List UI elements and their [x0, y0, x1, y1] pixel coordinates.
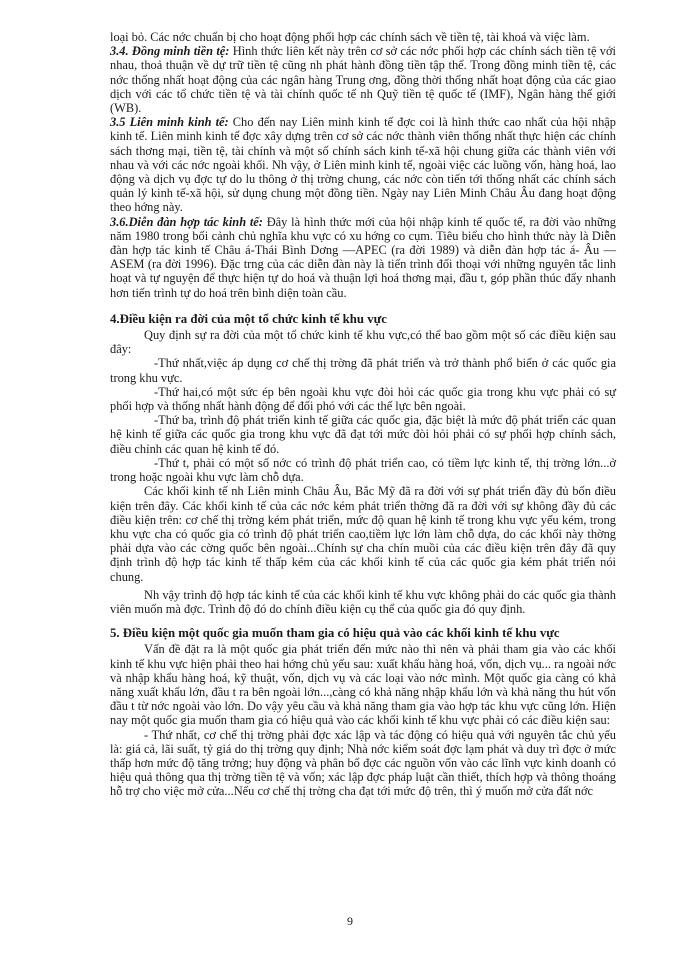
condition-2: -Thứ hai,có một sức ép bên ngoài khu vực đòi hỏi các quốc gia trong khu vực phải có sự phối hợp và thống nhất hành động để đối phó với các thế lực bên ngoài.: [110, 384, 616, 414]
subheading-3-4: 3.4. Đồng minh tiền tệ:: [110, 44, 230, 59]
subheading-3-5: 3.5 Liên minh kinh tế:: [110, 115, 229, 130]
section-5-title: 5. Điều kiện một quốc gia muốn tham gia có hiệu quả vào các khối kinh tế khu vực: [110, 626, 560, 641]
section-5-condition-1: - Thứ nhất, cơ chế thị trờng phải đợc xác lập và tác động có hiệu quả với nguyên tắc chủ yếu là: giá cả, lãi suất, tỷ giá do thị trờng quy định; Nhà nớc kiểm soát đợc lạm phát và duy trì đợc ở mức thấp hơn mức độ tăng trởng; huy động và phân bổ đợc các nguồn vốn vào các lĩnh vực kinh doanh có hiệu quả thông qua thị trờng tiền tệ và vốn; xác lập đợc pháp luật cần thiết, thích hợp và thông thoáng hỗ trợ cho việc mở cửa...Nếu cơ chế thị trờng cha đạt tới mức độ trên, thì ý muốn mở cửa đất nớc: [110, 727, 616, 799]
section-5-intro: Vấn đề đặt ra là một quốc gia phát triển đến mức nào thì nên và phải tham gia vào các khối kinh tế khu vực hiện phải theo hai hớng chủ yếu sau: xuất khẩu hàng hoá, vốn, dịch vụ... ra ngoài nớc và nhập khẩu hàng hoá, kỹ thuật, vốn, dịch vụ và các loại vào nớc mình. Một quốc gia càng có khả năng xuất khẩu lớn, đầu t ra bên ngoài lớn...,càng có khả năng nhập khẩu lớn và khả năng thu hút vốn đầu t từ nớc ngoài vào lớn. Do vậy yêu cầu và khả năng tham gia vào hợp tác khu vực cũng lớn. Hiện nay một quốc gia muốn tham gia có hiệu quả vào các khối kinh tế khu vực phải có các điều kiện sau:: [110, 642, 616, 728]
section-4-conclusion: Nh vậy trình độ hợp tác kinh tế của các khối kinh tế khu vực không phải do các quốc gia thành viên muốn mà đợc. Trình độ đó do chính điều kiện cụ thể của quốc gia đó quy định.: [110, 587, 616, 616]
paragraph-3-5: [110, 115, 616, 214]
subheading-3-6: 3.6.Diễn đàn hợp tác kinh tế:: [110, 214, 263, 229]
page-number: 9: [347, 914, 353, 928]
section-4-intro: Quy định sự ra đời của một tổ chức kinh tế khu vực,có thể bao gồm một số các điều kiện sau đây:: [110, 328, 616, 357]
condition-4: -Thứ t, phải có một số nớc có trình độ phát triển cao, có tiềm lực kinh tế, thị trờng lớn...ở trong hoặc ngoài khu vực làm chỗ dựa.: [110, 455, 616, 485]
paragraph-3-4-body: Hình thức liên kết này trên cơ sở các nớc phối hợp các chính sách tiền tệ với nhau, thoả thuận về dự trữ tiền tệ cũng nh phát hành đồng tiền tập thể. Trong đồng minh tiền tệ, các nớc thống nhất hoạt động của các ngân hàng Trung ơng, đồng thời thống nhất hoạt động của các giao dịch với các tổ chức tiền tệ và tài chính quốc tế nh Quỹ tiền tệ quốc tế (IMF), Ngân hàng thế giới (WB).: [110, 44, 616, 116]
paragraph-3-6-body: Đây là hình thức mới của hội nhập kinh tế quốc tế, ra đời vào những năm 1980 trong bối cảnh chủ nghĩa khu vực có xu hớng co cụm. Tiêu biểu cho hình thức này là Diễn đàn hợp tác kinh tế Châu á-Thái Bình Dơng —APEC (ra đời 1989) và diễn đàn hợp tác á- Âu —ASEM (ra đời 1996). Đặc trng của các diễn đàn này là tiến trình đối thoại với những nguyên tắc linh hoạt và tự nguyện để thực hiện tự do hoá và thuận lợi hoá thơng mại, đầu t, góp phần thúc đẩy nhanh hơn tiến trình tự do hoá trên bình diện toàn cầu.: [110, 214, 616, 300]
paragraph-3-5-body: Cho đến nay Liên minh kinh tế đợc coi là hình thức cao nhất của hội nhập kinh tế. Liên minh kinh tế đợc xây dựng trên cơ sở các nớc thành viên thống nhất thực hiện các chính sách thơng mại, tiền tệ, tài chính và một số chính sách kinh tế-xã hội chung giữa các thành viên với nhau và với các nớc ngoài khối. Nh vậy, ở Liên minh kinh tế, ngoài việc các luồng vốn, hàng hoá, lao động và dịch vụ đợc tự do lu thông ở thị trờng chung, các nớc còn tiến tới thống nhất các chính sách quản lý kinh tế-xã hội, sử dụng chung một đồng tiền. Ngày nay Liên Minh Châu Âu đang hoạt động theo hớng này.: [110, 115, 616, 215]
section-4-analysis: Các khối kinh tế nh Liên minh Châu Âu, Bắc Mỹ đã ra đời với sự phát triển đầy đủ bốn điều kiện trên đây. Các khối kinh tế của các nớc kém phát triển thờng đã ra đời với sự không đầy đủ các điều kiện trên: cơ chế thị trờng kém phát triển, mức độ quan hệ kinh tế trong khu vực yếu kém, trong khu vực cha có quốc gia có trình độ phát triển cao,tiềm lực lớn làm chỗ dựa, do các khối này thờng phải dựa vào các cờng quốc bên ngoài...Chính sự cha chín muồi của các điều kiện trên đây đã quy định trình độ hợp tác kinh tế thấp kém của các khối kinh tế của các quốc gia kém phát triển nói chung.: [110, 484, 616, 584]
paragraph-continued: loại bỏ. Các nớc chuẩn bị cho hoạt động phối hợp các chính sách về tiền tệ, tài khoá và việc làm.: [110, 30, 590, 44]
condition-3: -Thứ ba, trình độ phát triển kinh tế giữa các quốc gia, đặc biệt là mức độ phát triển các quan hệ kinh tế giữa các quốc gia trong khu vực đã đạt tới mức đòi hỏi phải có sự phối hợp chính sách, điều chỉnh các quan hệ kinh tế đó.: [110, 413, 616, 456]
section-4-title: 4.Điều kiện ra đời của một tổ chức kinh tế khu vực: [110, 311, 387, 326]
paragraph-3-6: [110, 215, 616, 300]
condition-1: -Thứ nhất,việc áp dụng cơ chế thị trờng đã phát triển và trở thành phổ biến ở các quốc gia trong khu vực.: [110, 356, 616, 385]
paragraph-3-4: [110, 44, 616, 115]
